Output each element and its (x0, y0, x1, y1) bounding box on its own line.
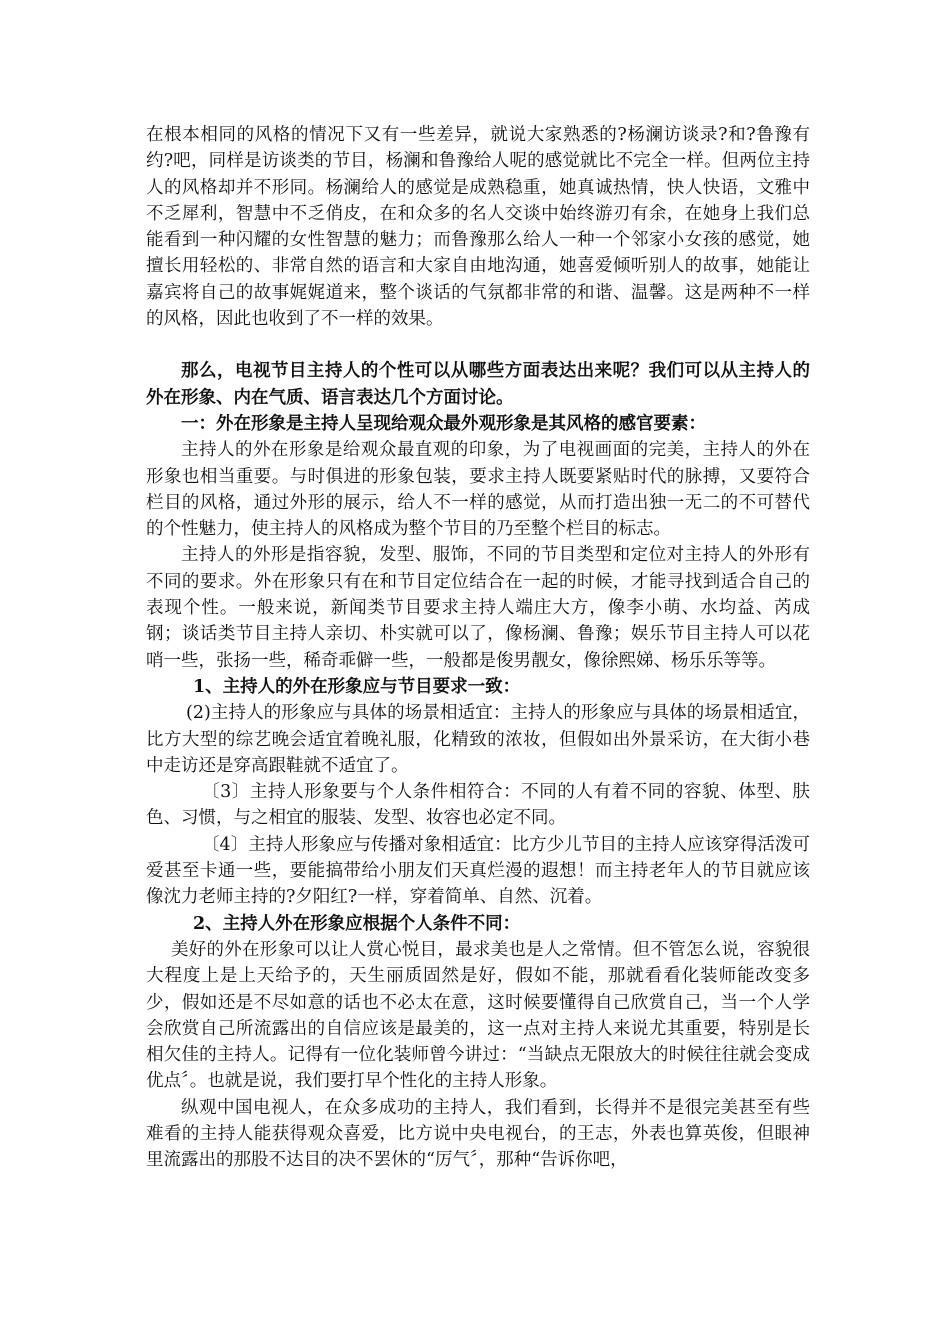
paragraph-question: 那么，电视节目主持人的个性可以从哪些方面表达出来呢？我们可以从主持人的外在形象、内在气质、语言表达几个方面讨论。 (146, 361, 810, 408)
section-heading-external-image: 一：外在形象是主持人呈现给观众最外观形象是其风格的感官要素： (181, 413, 706, 434)
paragraph-external-image: 主持人的外在形象是给观众最直观的印象，为了电视画面的完美，主持人的外在形象也相当重要。与时俱进的形象包装，要求主持人既要紧贴时代的脉搏，又要符合栏目的风格，通过外形的展示，给人不一样的感觉，从而打造出独一无二的不可替代的个性魅力，使主持人的风格成为整个节目的乃至整个栏目的标志。 (146, 440, 810, 540)
paragraph-beauty: 美好的外在形象可以让人赏心悦目，最求美也是人之常情。但不管怎么说，容貌很大程度上是上天给予的，天生丽质固然是好，假如不能，那就看看化装师能改变多少，假如还是不尽如意的话也不必太在意，这时候要懂得自己欣赏自己，当一个人学会欣赏自己所流露出的自信应该是最美的，这一点对主持人来说尤其重要，特别是长相欠佳的主持人。记得有一位化装师曾今讲过：“当缺点无限放大的时候往往就会变成优点〞。也就是说，我们要打早个性化的主持人形象。 (146, 939, 810, 1092)
paragraph-styles-comparison: 在根本相同的风格的情况下又有一些差异，就说大家熟悉的?杨澜访谈录?和?鲁豫有约?吧，同样是访谈类的节目，杨澜和鲁豫给人呢的感觉就比不完全一样。但两位主持人的风格却并不形同。杨澜给人的感觉是成熟稳重，她真诚热情，快人快语，文雅中不乏犀利，智慧中不乏俏皮，在和众多的名人交谈中始终游刃有余，在她身上我们总能看到一种闪耀的女性智慧的魅力；而鲁豫那么给人一种一个邻家小女孩的感觉，她擅长用轻松的、非常自然的语言和大家自由地沟通，她喜爱倾听别人的故事，她能让嘉宾将自己的故事娓娓道来，整个谈话的气氛都非常的和谐、温馨。这是两种不一样的风格，因此也收到了不一样的效果。 (146, 125, 810, 330)
paragraph-scene: (2)主持人的形象应与具体的场景相适宜：主持人的形象应与具体的场景相适宜，比方大型的综艺晚会适宜着晚礼服，化精致的浓妆，但假如出外景采访，在大街小巷中走访还是穿高跟鞋就不适宜了。 (146, 703, 810, 776)
paragraph-audience: 〔4〕主持人形象应与传播对象相适宜：比方少儿节目的主持人应该穿得活泼可爱甚至卡通一些，要能搞带给小朋友们天真烂漫的遐想！而主持老年人的节目就应该像沈力老师主持的?夕阳红?一样，穿着简单、自然、沉着。 (146, 834, 810, 908)
paragraph-personal-conditions: 〔3〕主持人形象要与个人条件相符合：不同的人有着不同的容貌、体型、肤色、习惯，与之相宜的服装、发型、妆容也必定不同。 (146, 782, 810, 829)
subheading-personal-conditions: 2、主持人外在形象应根据个人条件不同： (193, 913, 521, 934)
paragraph-chinese-tv-hosts: 纵观中国电视人，在众多成功的主持人，我们看到，长得并不是很完美甚至有些难看的主持人能获得观众喜爱，比方说中央电视台，的王志，外表也算英俊，但眼神里流露出的那股不达目的决不罢休的“厉气〞，那种“告诉你吧， (146, 1097, 810, 1171)
paragraph-gap (146, 332, 810, 358)
subheading-program-requirements: 1、主持人的外在形象应与节目要求一致： (193, 676, 521, 697)
document-page (146, 122, 810, 1174)
paragraph-appearance: 主持人的外形是指容貌，发型、服饰，不同的节目类型和定位对主持人的外形有不同的要求。外在形象只有在和节目定位结合在一起的时候，才能寻找到适合自己的表现个性。一般来说，新闻类节目要求主持人端庄大方，像李小萌、水均益、芮成钢；谈话类节目主持人亲切、朴实就可以了，像杨澜、鲁豫；娱乐节目主持人可以花哨一些，张扬一些，稀奇乖僻一些，一般都是俊男靓女，像徐熙娣、杨乐乐等等。 (146, 545, 810, 671)
